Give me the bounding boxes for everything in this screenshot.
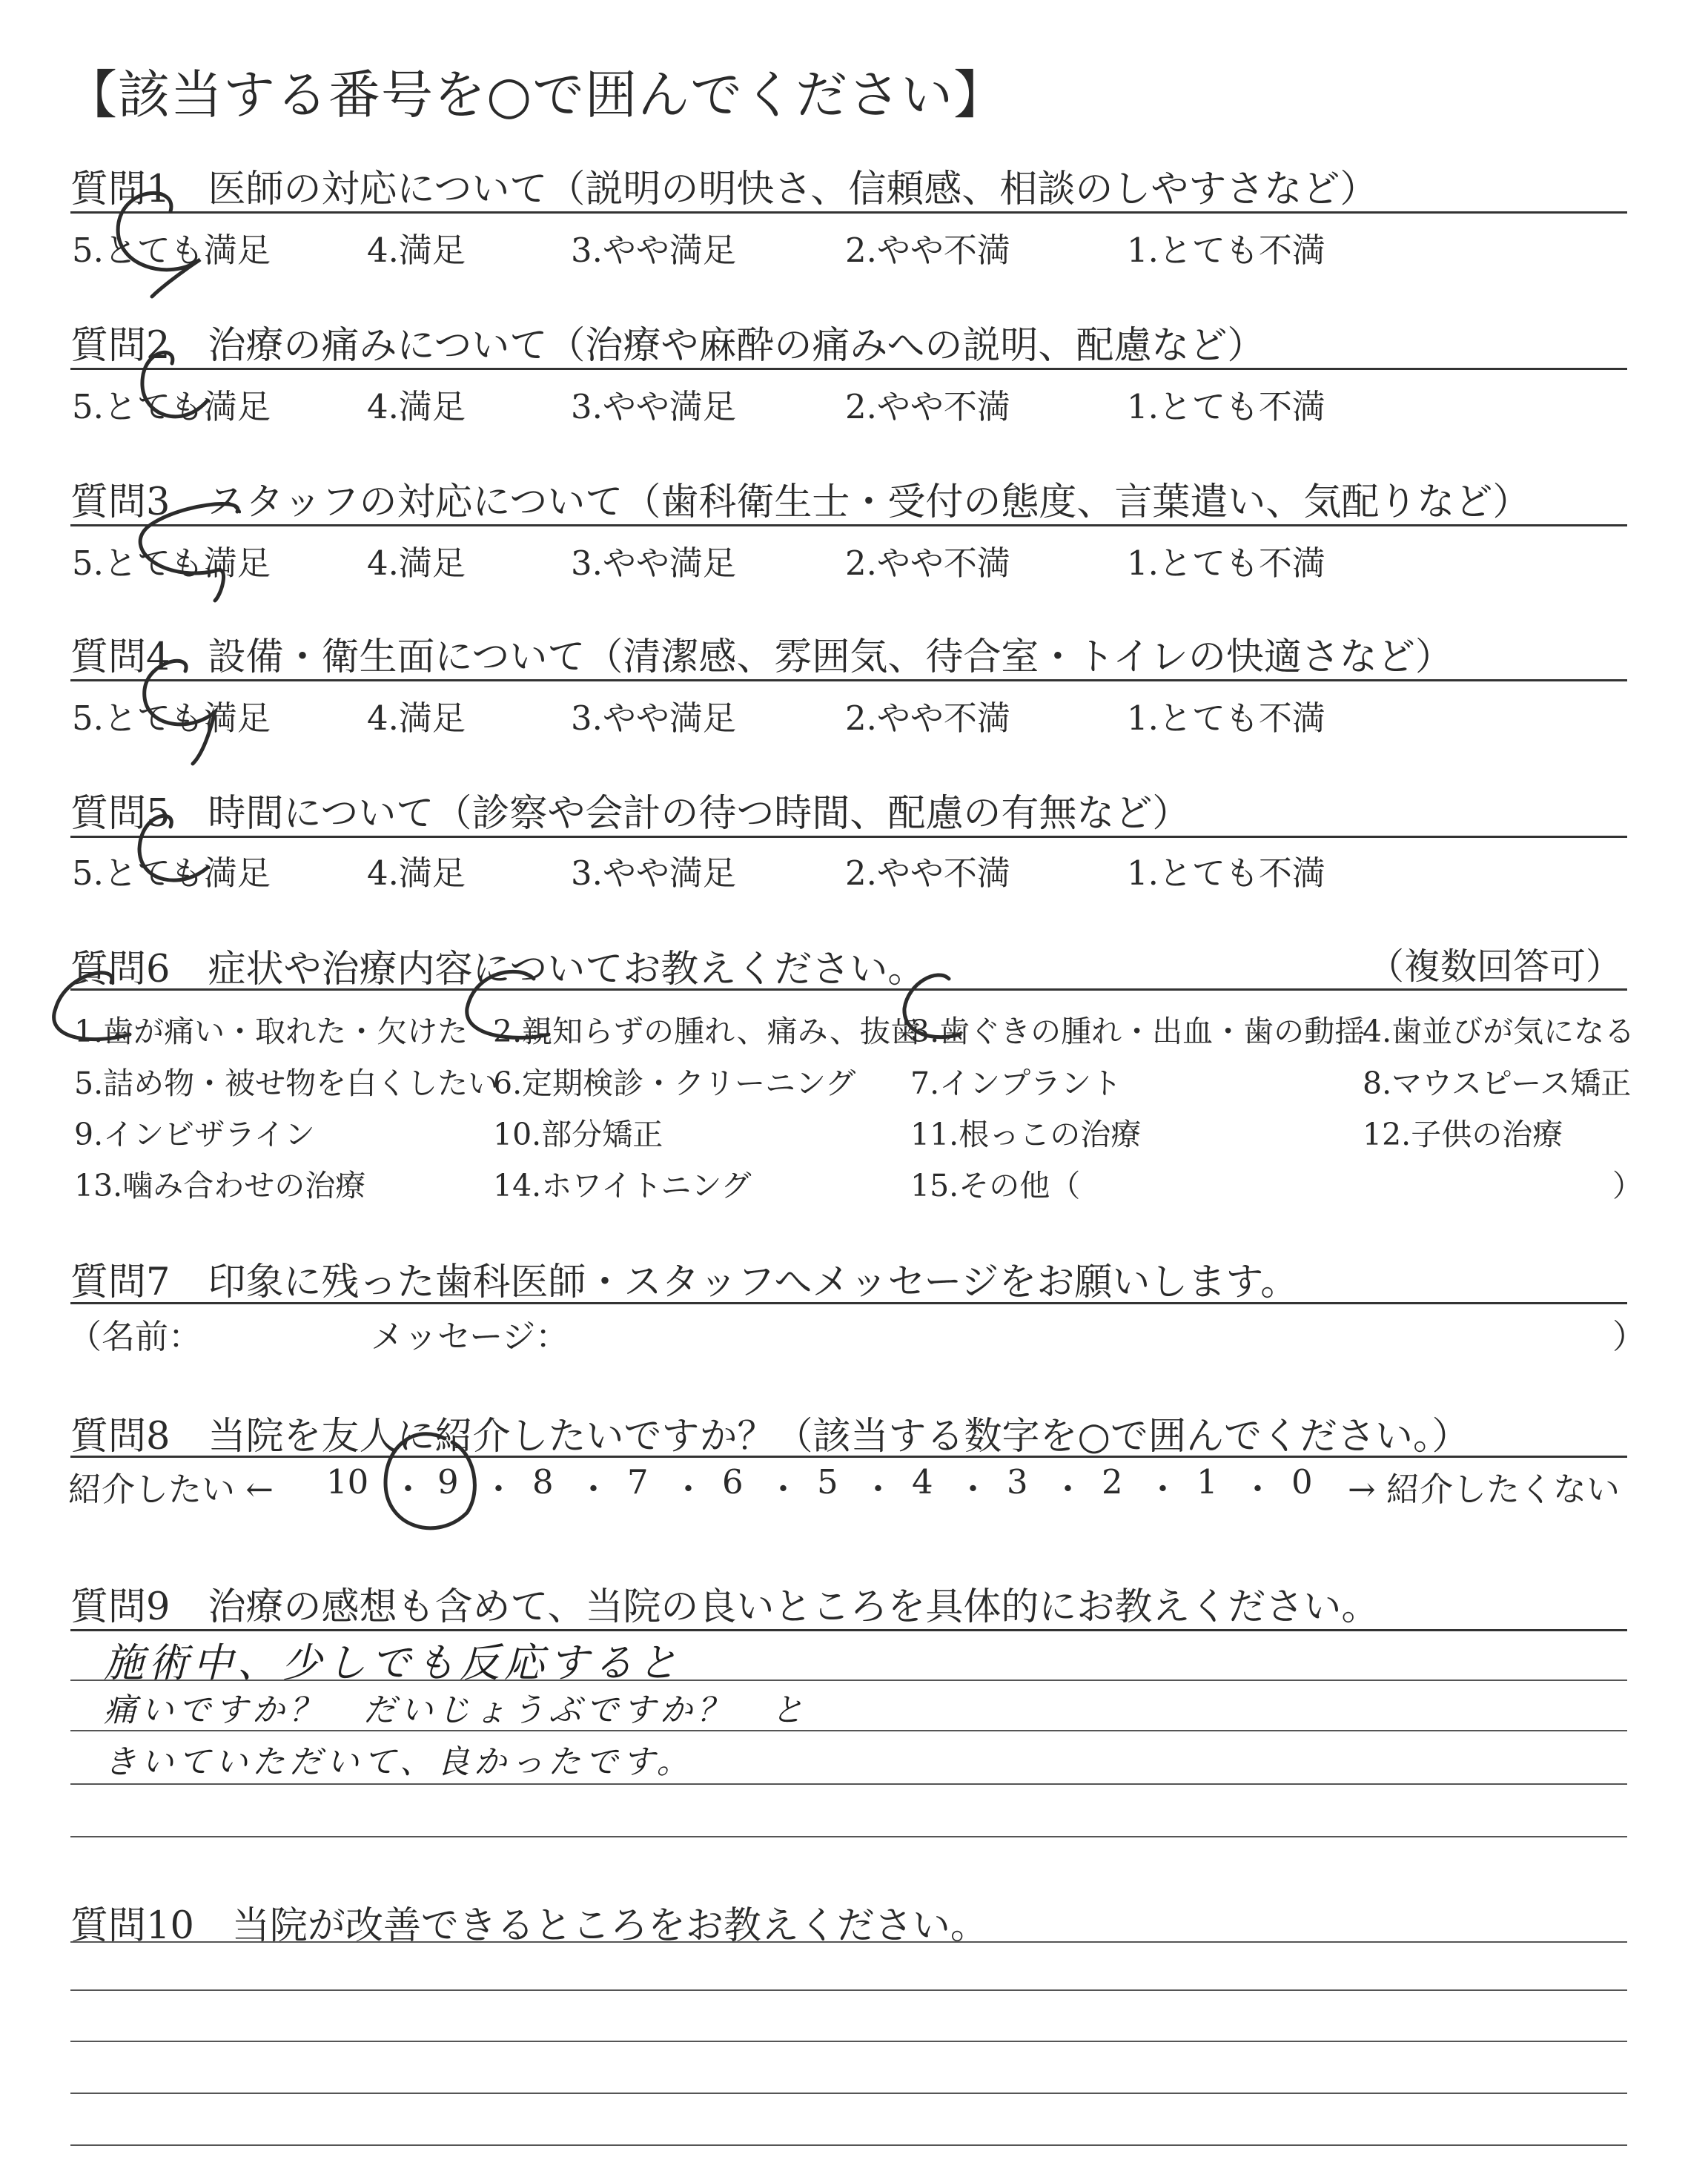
scale-7[interactable]: 7	[627, 1462, 649, 1502]
scale-dot: ・	[577, 1470, 611, 1509]
scale-9[interactable]: 9	[437, 1462, 459, 1502]
q3-option-2[interactable]: 2.やや不満	[845, 544, 1010, 583]
q5-option-1[interactable]: 1.とても不満	[1127, 853, 1325, 893]
scale-dot: ・	[861, 1470, 896, 1509]
q2-option-3[interactable]: 3.やや満足	[571, 387, 736, 426]
answer-line	[70, 1989, 1627, 1991]
question-4-rule	[70, 679, 1627, 681]
q6-option-7[interactable]: 7.インプラント	[910, 1066, 1122, 1101]
q6-option-5[interactable]: 5.詰め物・被せ物を白くしたい	[74, 1066, 499, 1101]
question-10-title: 質問10 当院が改善できるところをお教えください。	[70, 1904, 988, 1948]
q3-option-3[interactable]: 3.やや満足	[571, 544, 736, 583]
question-6-rule	[70, 988, 1627, 991]
q7-close-paren: ）	[1612, 1317, 1646, 1356]
q6-option-8[interactable]: 8.マウスピース矯正	[1363, 1066, 1632, 1101]
question-7-title: 質問7 印象に残った歯科医師・スタッフへメッセージをお願いします。	[70, 1261, 1299, 1304]
q6-option-2[interactable]: 2.親知らずの腫れ、痛み、抜歯	[493, 1014, 921, 1049]
scale-0[interactable]: 0	[1291, 1462, 1313, 1502]
scale-2[interactable]: 2	[1102, 1462, 1123, 1502]
q9-handwritten-line-3: きいていただいて、良かったです。	[104, 1743, 694, 1781]
page-header: 【該当する番号を○で囲んでください】	[65, 65, 1007, 125]
q9-handwritten-line-2: 痛いですか？ だいじょうぶですか？ と	[104, 1691, 808, 1729]
scale-dot: ・	[672, 1470, 706, 1509]
q2-option-5[interactable]: 5.とても満足	[72, 387, 271, 426]
question-4-title: 質問4 設備・衛生面について（清潔感、雰囲気、待合室・トイレの快適さなど）	[70, 635, 1453, 679]
q1-option-1[interactable]: 1.とても不満	[1127, 231, 1325, 270]
question-5-rule	[70, 836, 1627, 838]
q5-option-5[interactable]: 5.とても満足	[72, 853, 271, 893]
question-6-title: 質問6 症状や治療内容についてお教えください。	[70, 948, 926, 991]
answer-line	[70, 1836, 1627, 1837]
q2-option-4[interactable]: 4.満足	[367, 387, 466, 426]
message-label: メッセージ：	[371, 1317, 569, 1356]
scale-1[interactable]: 1	[1196, 1462, 1218, 1502]
scale-dot: ・	[482, 1470, 516, 1509]
q3-option-5[interactable]: 5.とても満足	[72, 544, 271, 583]
question-8-title: 質問8 当院を友人に紹介したいですか？（該当する数字を○で囲んでください。）	[70, 1415, 1470, 1459]
question-9-title: 質問9 治療の感想も含めて、当院の良いところを具体的にお教えください。	[70, 1585, 1380, 1629]
q6-other-close-paren: ）	[1612, 1168, 1643, 1203]
answer-line	[70, 2041, 1627, 2042]
question-3-title: 質問3 スタッフの対応について（歯科衛生士・受付の態度、言葉遣い、気配りなど）	[70, 480, 1531, 524]
q4-option-4[interactable]: 4.満足	[367, 698, 466, 738]
scale-4[interactable]: 4	[912, 1462, 933, 1502]
q6-option-11[interactable]: 11.根っこの治療	[910, 1117, 1142, 1152]
q4-option-2[interactable]: 2.やや不満	[845, 698, 1010, 738]
scale-10[interactable]: 10	[326, 1462, 369, 1502]
q1-option-4[interactable]: 4.満足	[367, 231, 466, 270]
answer-line	[70, 2093, 1627, 2094]
scale-dot: ・	[1051, 1470, 1085, 1509]
q4-option-1[interactable]: 1.とても不満	[1127, 698, 1325, 738]
scale-3[interactable]: 3	[1007, 1462, 1028, 1502]
q6-option-1[interactable]: 1.歯が痛い・取れた・欠けた	[74, 1014, 469, 1049]
scale-6[interactable]: 6	[722, 1462, 744, 1502]
recommend-label: 紹介したい ←	[68, 1470, 274, 1509]
q3-option-1[interactable]: 1.とても不満	[1127, 544, 1325, 583]
q6-option-4[interactable]: 4.歯並びが気になる	[1363, 1014, 1635, 1049]
scale-dot: ・	[391, 1470, 426, 1509]
scale-5[interactable]: 5	[817, 1462, 838, 1502]
q5-option-2[interactable]: 2.やや不満	[845, 853, 1010, 893]
scale-dot: ・	[1146, 1470, 1180, 1509]
question-8-rule	[70, 1456, 1627, 1458]
answer-line	[70, 2144, 1627, 2146]
q2-option-2[interactable]: 2.やや不満	[845, 387, 1010, 426]
answer-line	[70, 1941, 1627, 1943]
multiple-answers-note: （複数回答可）	[1368, 945, 1623, 988]
q5-option-4[interactable]: 4.満足	[367, 853, 466, 893]
q6-option-15[interactable]: 15.その他（	[910, 1168, 1081, 1203]
question-5-title: 質問5 時間について（診察や会計の待つ時間、配慮の有無など）	[70, 792, 1191, 836]
scale-dot: ・	[1241, 1470, 1275, 1509]
scale-dot: ・	[956, 1470, 990, 1509]
q6-option-9[interactable]: 9.インビザライン	[74, 1117, 315, 1152]
q1-option-5[interactable]: 5.とても満足	[72, 231, 271, 270]
q1-option-3[interactable]: 3.やや満足	[571, 231, 736, 270]
q9-handwritten-line-1: 施術中、少しでも反応すると	[104, 1639, 682, 1686]
answer-line	[70, 1783, 1627, 1785]
q6-option-14[interactable]: 14.ホワイトニング	[493, 1168, 752, 1203]
q5-option-3[interactable]: 3.やや満足	[571, 853, 736, 893]
not-recommend-label: → 紹介したくない	[1348, 1470, 1621, 1509]
q2-option-1[interactable]: 1.とても不満	[1127, 387, 1325, 426]
question-7-rule	[70, 1302, 1627, 1304]
q1-option-2[interactable]: 2.やや不満	[845, 231, 1010, 270]
q6-option-13[interactable]: 13.噛み合わせの治療	[74, 1168, 366, 1203]
q6-option-3[interactable]: 3.歯ぐきの腫れ・出血・歯の動揺	[910, 1014, 1366, 1049]
q4-option-5[interactable]: 5.とても満足	[72, 698, 271, 738]
question-1-title: 質問1 医師の対応について（説明の明快さ、信頼感、相談のしやすさなど）	[70, 168, 1378, 211]
scale-8[interactable]: 8	[532, 1462, 554, 1502]
q6-option-12[interactable]: 12.子供の治療	[1363, 1117, 1563, 1152]
q4-option-3[interactable]: 3.やや満足	[571, 698, 736, 738]
question-2-rule	[70, 368, 1627, 370]
q6-option-10[interactable]: 10.部分矯正	[493, 1117, 663, 1152]
q3-option-4[interactable]: 4.満足	[367, 544, 466, 583]
scale-dot: ・	[767, 1470, 801, 1509]
question-1-rule	[70, 211, 1627, 214]
question-3-rule	[70, 524, 1627, 526]
question-2-title: 質問2 治療の痛みについて（治療や麻酔の痛みへの説明、配慮など）	[70, 324, 1265, 368]
q6-option-6[interactable]: 6.定期検診・クリーニング	[493, 1066, 856, 1101]
name-label: （名前：	[68, 1317, 202, 1356]
